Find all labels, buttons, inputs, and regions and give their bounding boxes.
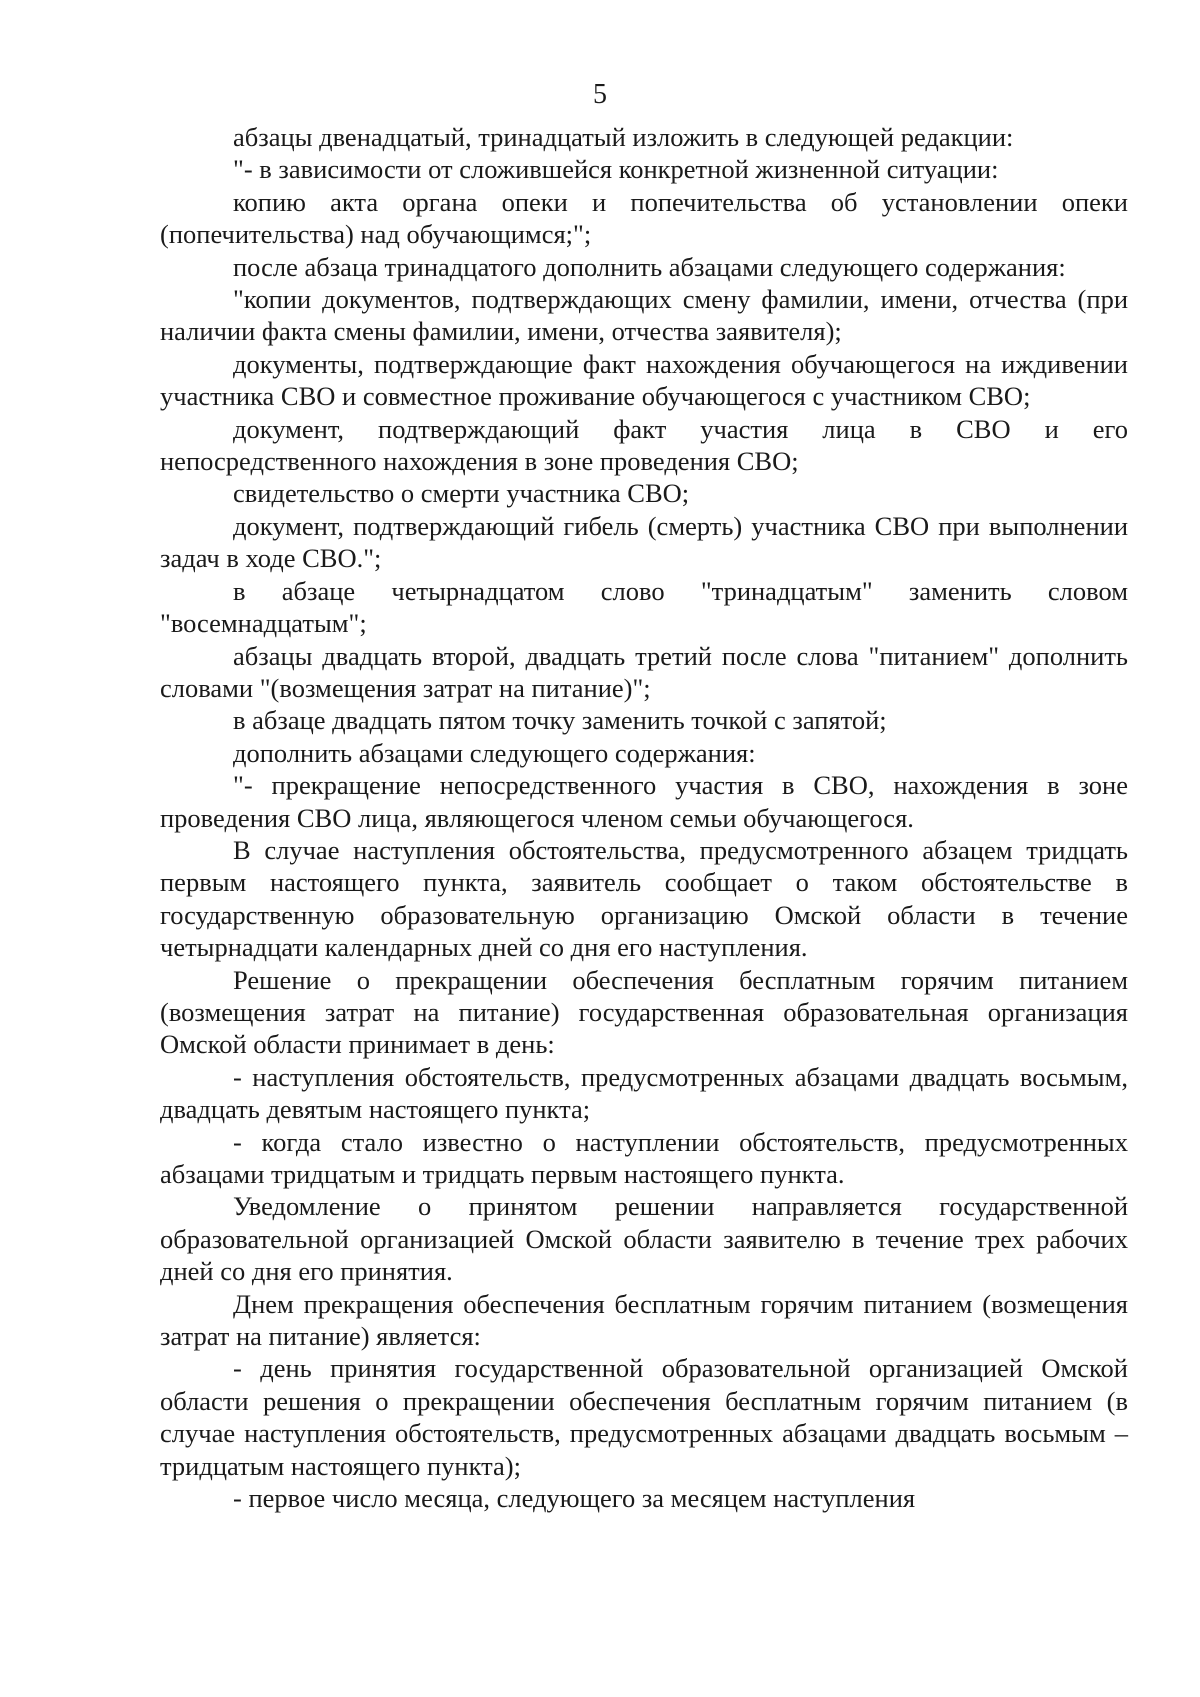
paragraph: копию акта органа опеки и попечительства об установлении опеки (попечительства) над обучающимся;"; — [160, 186, 1128, 250]
paragraph: Уведомление о принятом решении направляется государственной образовательной организацией Омской области заявителю в течение трех рабочих дней со дня его принятия. — [160, 1191, 1128, 1287]
page-number: 5 — [593, 79, 607, 110]
paragraph: - первое число месяца, следующего за месяцем наступления — [233, 1483, 916, 1514]
paragraph: в абзаце четырнадцатом слово "тринадцатым" заменить словом "восемнадцатым"; — [160, 575, 1128, 639]
paragraph: свидетельство о смерти участника СВО; — [233, 478, 690, 509]
paragraph: дополнить абзацами следующего содержания: — [233, 737, 756, 768]
paragraph: документы, подтверждающие факт нахождения обучающегося на иждивении участника СВО и совместное проживание обучающегося с участником СВО; — [160, 348, 1128, 412]
paragraph: после абзаца тринадцатого дополнить абзацами следующего содержания: — [233, 251, 1066, 282]
paragraph: в абзаце двадцать пятом точку заменить точкой с запятой; — [233, 705, 887, 736]
paragraph: "- прекращение непосредственного участия в СВО, нахождения в зоне проведения СВО лица, являющегося членом семьи обучающегося. — [160, 770, 1128, 833]
paragraph: - когда стало известно о наступлении обстоятельств, предусмотренных абзацами тридцатым и тридцать первым настоящего пункта. — [160, 1126, 1128, 1189]
paragraph: Решение о прекращении обеспечения бесплатным горячим питанием (возмещения затрат на питание) государственная образовательная организация Омской области принимает в день: — [160, 964, 1128, 1060]
paragraph: В случае наступления обстоятельства, предусмотренного абзацем тридцать первым настоящего пункта, заявитель сообщает о таком обстоятельстве в государственную образовательную организацию Омской области в течение четырнадцати календарных дней со дня его наступления. — [160, 834, 1128, 963]
paragraph: документ, подтверждающий гибель (смерть) участника СВО при выполнении задач в ходе СВО."; — [160, 510, 1128, 574]
paragraph: абзацы двадцать второй, двадцать третий после слова "питанием" дополнить словами "(возмещения затрат на питание)"; — [160, 640, 1128, 703]
paragraph: документ, подтверждающий факт участия лица в СВО и его непосредственного нахождения в зоне проведения СВО; — [160, 413, 1128, 477]
paragraph: - день принятия государственной образовательной организацией Омской области решения о прекращении обеспечения бесплатным горячим питанием (в случае наступления обстоятельств, предусмотренных абзацами двадцать восьмым – тридцатым настоящего пункта); — [160, 1353, 1128, 1481]
paragraph: "копии документов, подтверждающих смену фамилии, имени, отчества (при наличии факта смены фамилии, имени, отчества заявителя); — [160, 284, 1128, 347]
paragraph: абзацы двенадцатый, тринадцатый изложить в следующей редакции: — [233, 122, 1014, 152]
paragraph: "- в зависимости от сложившейся конкретной жизненной ситуации: — [233, 154, 999, 185]
paragraph: - наступления обстоятельств, предусмотренных абзацами двадцать восьмым, двадцать девятым настоящего пункта; — [160, 1061, 1128, 1125]
paragraph: Днем прекращения обеспечения бесплатным горячим питанием (возмещения затрат на питание) является: — [160, 1288, 1128, 1352]
document-body — [160, 121, 1128, 1514]
